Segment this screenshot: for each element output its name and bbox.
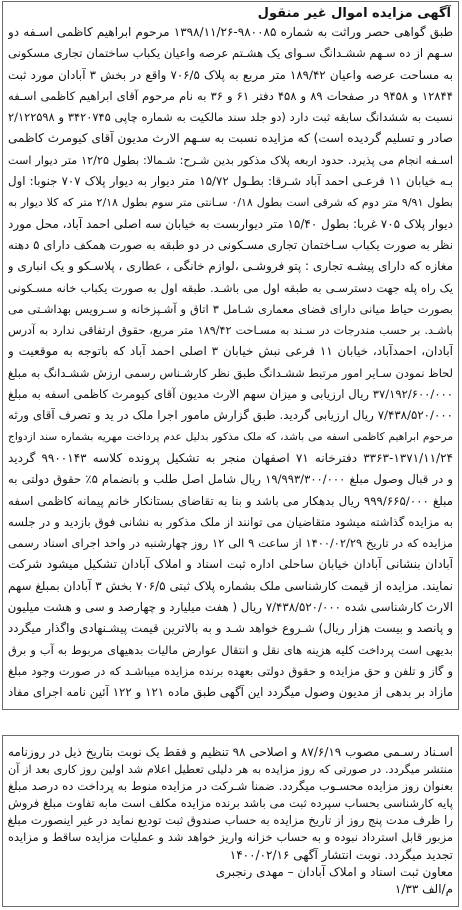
notice-box [2,1,459,710]
notice-line: ۳۳۶۳-۱۳۷۱/۱۱/۲۴ دفترخانه ۷۱ اصفهان منجر به تشکیل پرونده کلاسه ۹۹۰۰۱۴۳ گردید [8,450,453,465]
notice-line: نظر به صورت یکباب سـاختمان تجاری مسـکونی در دو طبقه به صورت همکف دارای ۵ دهنه [8,237,453,252]
continuation-line: مزبور قابل استرداد نبوده و به حساب خزانه واریز خواهد شد و عملیات مزایده ساقط و مزایده [8,830,453,845]
notice-line: اسـفه انجام می پذیرد. حدود اربعه پلاک مذکور بدین شـرح: شـمالا: بطول ۱۲/۲۵ متر دیوار است [8,153,453,167]
continuation-line: پایه کارشناسی بحساب سپرده ثبت می باشد برنده مزایده مکلف است مابه تفاوت مبلغ فروش [8,796,453,811]
notice-line: مبلغ ۹۹۹/۶۶۵/۰۰۰ ریال بدهکار می باشد و بنا به تقاضای بستانکار خانم پیمانه کاظمی اسفه [8,493,453,508]
notice-line: بصورت حیاط میانی دارای فضای معماری شـامل ۳ اتاق و آشـپزخانه و سـرویس بهداشـتی می [8,301,453,316]
notice-line: آبادان، احمدآباد، خیابان ۱۱ فرعی نبش خیابان ۳ اصلی احمد آباد که باتوجه به موقعیت و [8,344,453,359]
notice-line: و پانصد و بیست هزار ریال) شـروع خواهد شـد و به بالاترین قیمت پیشـنهادی واگذار میگردد [8,621,453,636]
reference-number: م/الف ۱/۳۳ [394,881,453,896]
notice-line: باشـد. بر حسب مندرجات در سـند به مسـاحت ۱۸۹/۴۲ متر مربع، حقوق ارتفاقی ندارد به آدرس [8,324,453,338]
closing-line: تجدید میگردد. نوبت انتشار آگهی ۱۴۰۰/۰۲/۱۶ [229,847,453,862]
notice-line: ۳۷/۱۹۲/۶۰۰/۰۰۰ ریال ارزیابی و میزان سهم الارث مدیون آقای کیومرث کاظمی اسفه به مبلغ [8,387,453,402]
notice-line: به مزایده گذاشته میشود متقاضیان می توانند از ملک مذکور به نشانی فوق بازدید و در جلسه [8,514,453,529]
notice-line: آبادان بنشانی آبادان خیابان ساحلی اداره ثبت اسناد و املاک آبادان تشکیل میشود شرکت [8,557,453,572]
notice-line: مزایده که در تاریخ ۱۴۰۰/۰۲/۲۹ از ساعت ۹ الی ۱۲ روز چهارشنبه در واحد اجرای اسناد رسمی [8,536,453,551]
notice-line: لحاظ نمودن سـایر امور مرتبط ششـدانگ طبق نظر کارشـناس رسمی ارزش ششـدانگ به مبلغ [8,365,453,380]
notice-body [8,22,453,704]
continuation-line: را ظرف مدت پنج روز از تاریخ مزایده به حساب صندوق ثبت تودیع نماید در غیر اینصورت مبلغ [8,813,453,828]
notice-continuation-body [8,744,453,898]
notice-continuation-box [2,735,459,907]
notice-line: ۱۲۸۴۴ و ۹۴۵۸ در صفحات ۸۹ و ۴۵۸ دفتر ۶۱ و ۳۶ به نام مرحوم آقای ابراهیم کاظمی اسـفه [8,88,453,103]
notice-line: یک راه پله جهت دسترسـی به طبقه اول می باشـد. طبقه اول به صورت یکباب خانه مسـکونی [8,280,453,295]
notice-line: صادر و تسلیم گردیده است) که مزایده نسبت به سـهم الارث مدیون آقای کیومرث کاظمی [8,131,453,146]
notice-title: آگهی مزایده اموال غیر منقول [257,6,451,21]
notice-line: مازاد بر بدهی از مدیون وصول میگردد این آگهی طبق ماده ۱۲۱ و ۱۲۲ آئین نامه اجرای مفاد [8,685,453,700]
notice-line: بدیهی است پرداخت کلیه هزینه های نقل و انتقال عوارض مالیات بدهیهای مربوط به آب و برق [8,642,453,657]
notice-line: طبق گواهی حصر وراثت به شماره ۹۸۰۰۸۵-۱۳۹۸/۱۱/۲۶ مرحوم ابراهیم کاظمی اسـفه دو [8,25,453,39]
continuation-line: بعنوان روز مزایده محسـوب میگردد. ضمنا شـرکت در مزایده منوط به پرداخت ده درصد مبلغ [8,779,453,794]
notice-line: الارث کارشناسی شده ۷/۴۳۸/۵۲۰/۰۰۰ ریال ( هفت میلیارد و چهارصد و سی و هشت میلیون [8,600,453,615]
continuation-line: منتشر میگردد. در صورتی که روز مزایده به هر دلیلی تعطیل اعلام شد اولین روز کاری بعد از آن [8,763,453,777]
notice-line: مغازه که دارای پیشـه تجاری : پتو فروشـی ،لوازم خانگی ، عطاری ، پلاسـکو و یک انباری و [8,259,453,274]
notice-line: دیوار پلاک ۷۰۵ غربا: بطول ۱۵/۴۰ متر دیواربست به خیابان سه اصلی احمد آباد، محل مورد [8,216,453,231]
notice-line: بطول ۹/۹۱ متر دوم که شرقی است بطول ۰/۱۸ سـانتی متر سوم بطول ۲/۱۸ متر که کلا دیوار به [8,196,453,210]
notice-line: بـه خیابان ۱۱ فرعـی احمد آباد شـرقا: بطـول ۱۵/۷۲ متر دیوار به دیوار پلاک ۷۰۷ جنوبا: اول [8,174,453,189]
continuation-line: اسـناد رسـمی مصوب ۸۷/۶/۱۹ و اصلاحی ۹۸ تنظیم و فقط یک نوبت بتاریخ ذیل در روزنامه [8,745,453,759]
notice-line: نمایند. مزایده از قیمت کارشناسی ملک بشماره پلاک ثبتی ۷۰۶/۵ بخش ۳ آبادان بمبلغ سهم [8,578,453,593]
notice-line: نسبت به ششدانگ سابقه ثبت دارد (دو جلد سند مالکیت به شماره چاپی ۳۴۲۰۷۴۵ و ۲/۱۲۲۵۹۸ [8,110,453,125]
signature: معاون ثبت اسناد و املاک آبادان – مهدی رنجبری [215,864,453,879]
notice-line: سـهم از ده سـهم ششـدانگ سـوای یک هشـتم عرصه واعیان یکباب ساختمان تجاری مسکونی [8,46,453,61]
notice-line: به مساحت عرصه واعیان ۱۸۹/۴۲ متر مربع به پلاک ۷۰۶/۵ واقع در بخش ۳ آبادان مورد ثبت [8,67,453,82]
notice-line: و گاز و تلفن و حق مزایده و حقوق دولتی بعهده برنده مزایده میباشـد که در صورت وجود مبلغ [8,663,453,678]
notice-line: و در قبال وصول مبلغ ۱۹/۹۹۳/۳۰۰/۰۰۰ ریال شامل اصل طلب و بانضمام ۵٪ حقوق دولتی به [8,472,453,487]
notice-line: ۷/۴۳۸/۵۲۰/۰۰۰ ریال ارزیابی گردید. طبق گزارش مامور اجرا ملک در ید و تصرف آقای ورثه [8,408,453,423]
notice-line: مرحوم ابراهیم کاظمی اسفه می باشد، که ملک مذکور بدلیل عدم پرداخت مهریه بشماره سند ازدواج [8,430,453,443]
